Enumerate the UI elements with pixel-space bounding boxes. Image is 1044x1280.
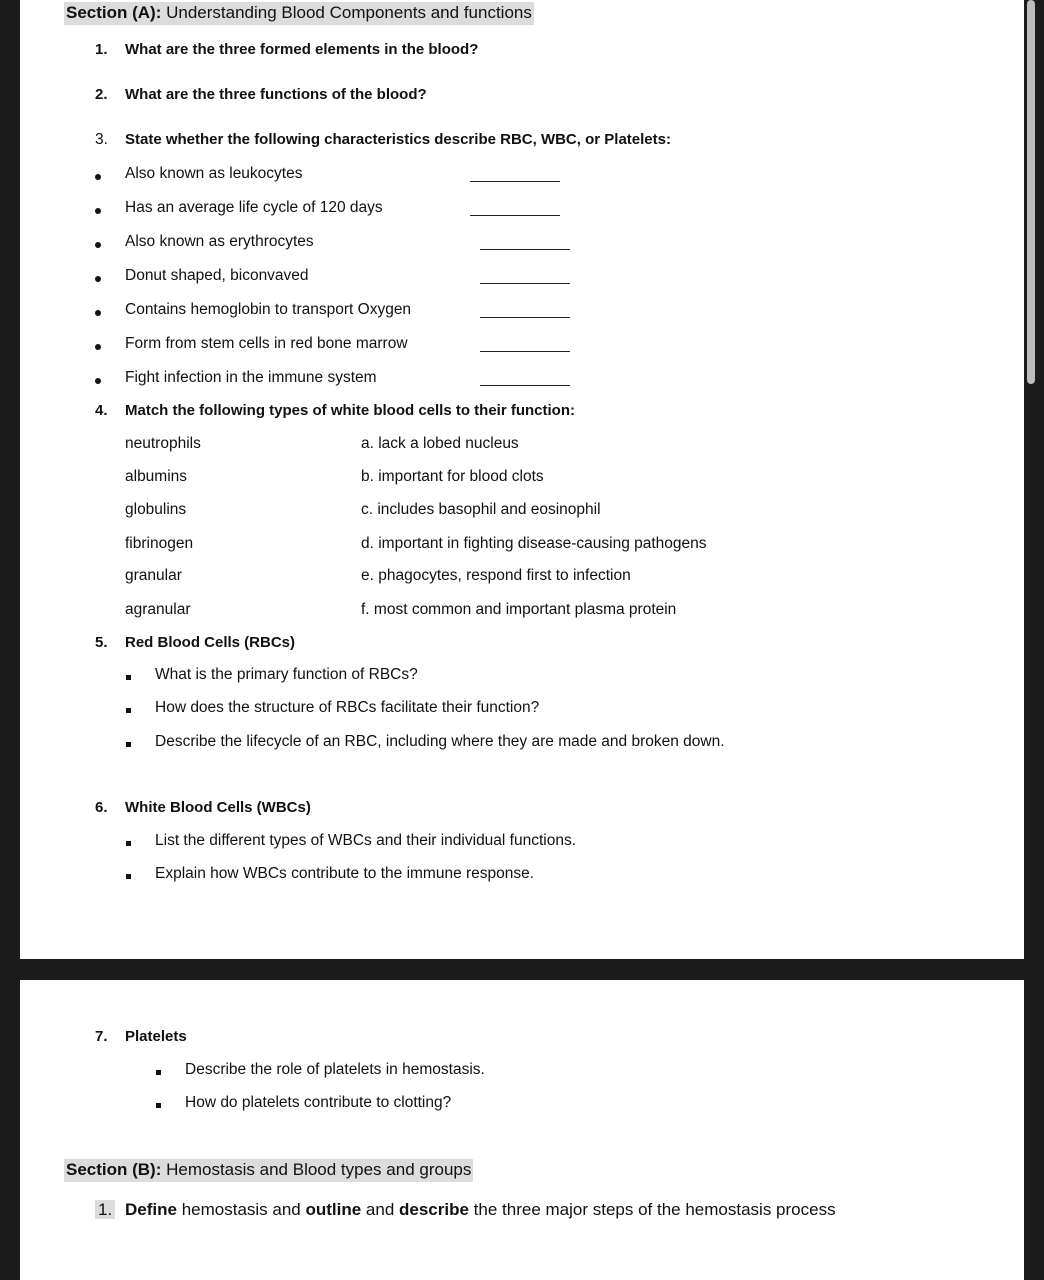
match-term: globulins (125, 501, 187, 518)
sub-question: Describe the role of platelets in hemostasis. (185, 1061, 485, 1078)
question-3-text: State whether the following characteristics describe RBC, WBC, or Platelets: (125, 131, 671, 148)
answer-blank[interactable] (480, 351, 570, 352)
characteristic-item: Fight infection in the immune system (125, 369, 377, 386)
square-bullet (126, 841, 131, 846)
sub-question: Explain how WBCs contribute to the immune response. (155, 865, 535, 882)
question-5-number: 5. (95, 634, 108, 651)
document-page-1 (20, 0, 1024, 959)
section-b-question-1-number: 1. (95, 1200, 115, 1220)
question-2-number: 2. (95, 86, 108, 103)
answer-blank[interactable] (470, 181, 560, 182)
question-1-text: What are the three formed elements in the blood? (125, 41, 479, 58)
square-bullet (156, 1103, 161, 1108)
sub-question: Describe the lifecycle of an RBC, including where they are made and broken down. (155, 733, 725, 750)
square-bullet (126, 742, 131, 747)
square-bullet (156, 1070, 161, 1075)
match-definition: a. lack a lobed nucleus (361, 435, 519, 452)
match-definition: f. most common and important plasma protein (361, 601, 677, 618)
scrollbar[interactable] (1027, 0, 1035, 384)
answer-blank[interactable] (480, 249, 570, 250)
section-a-heading: Section (A): Understanding Blood Components and functions (64, 2, 534, 25)
match-term: fibrinogen (125, 535, 194, 552)
sub-question: List the different types of WBCs and their individual functions. (155, 832, 577, 849)
characteristic-item: Contains hemoglobin to transport Oxygen (125, 301, 412, 318)
sub-question: How do platelets contribute to clotting? (185, 1094, 452, 1111)
question-7-text: Platelets (125, 1028, 187, 1045)
answer-blank[interactable] (480, 283, 570, 284)
question-5-text: Red Blood Cells (RBCs) (125, 634, 296, 651)
match-term: granular (125, 567, 182, 584)
question-1-number: 1. (95, 41, 108, 58)
sub-question: What is the primary function of RBCs? (155, 666, 418, 683)
square-bullet (126, 874, 131, 879)
bullet (95, 208, 101, 214)
match-definition: b. important for blood clots (361, 468, 544, 485)
sub-question: How does the structure of RBCs facilitate their function? (155, 699, 540, 716)
square-bullet (126, 708, 131, 713)
bullet (95, 310, 101, 316)
match-term: neutrophils (125, 435, 201, 452)
section-b-question-1-text: Define hemostasis and outline and describe the three major steps of the hemostasis process (125, 1200, 836, 1219)
document-page-2 (20, 980, 1024, 1280)
bullet (95, 378, 101, 384)
answer-blank[interactable] (480, 385, 570, 386)
match-definition: e. phagocytes, respond first to infection (361, 567, 631, 584)
characteristic-item: Donut shaped, biconvaved (125, 267, 309, 284)
answer-blank[interactable] (470, 215, 560, 216)
question-6-number: 6. (95, 799, 108, 816)
match-definition: c. includes basophil and eosinophil (361, 501, 601, 518)
answer-blank[interactable] (480, 317, 570, 318)
question-4-text: Match the following types of white blood cells to their function: (125, 402, 575, 419)
question-3-number: 3. (95, 131, 108, 148)
question-4-number: 4. (95, 402, 108, 419)
characteristic-item: Form from stem cells in red bone marrow (125, 335, 408, 352)
question-6-text: White Blood Cells (WBCs) (125, 799, 311, 816)
characteristic-item: Also known as leukocytes (125, 165, 303, 182)
section-b-heading: Section (B): Hemostasis and Blood types and groups (64, 1159, 473, 1182)
bullet (95, 276, 101, 282)
characteristic-item: Has an average life cycle of 120 days (125, 199, 383, 216)
bullet (95, 174, 101, 180)
bullet (95, 344, 101, 350)
characteristic-item: Also known as erythrocytes (125, 233, 314, 250)
bullet (95, 242, 101, 248)
match-term: agranular (125, 601, 191, 618)
question-7-number: 7. (95, 1028, 108, 1045)
square-bullet (126, 675, 131, 680)
match-term: albumins (125, 468, 188, 485)
question-2-text: What are the three functions of the blood? (125, 86, 427, 103)
match-definition: d. important in fighting disease-causing pathogens (361, 535, 707, 552)
